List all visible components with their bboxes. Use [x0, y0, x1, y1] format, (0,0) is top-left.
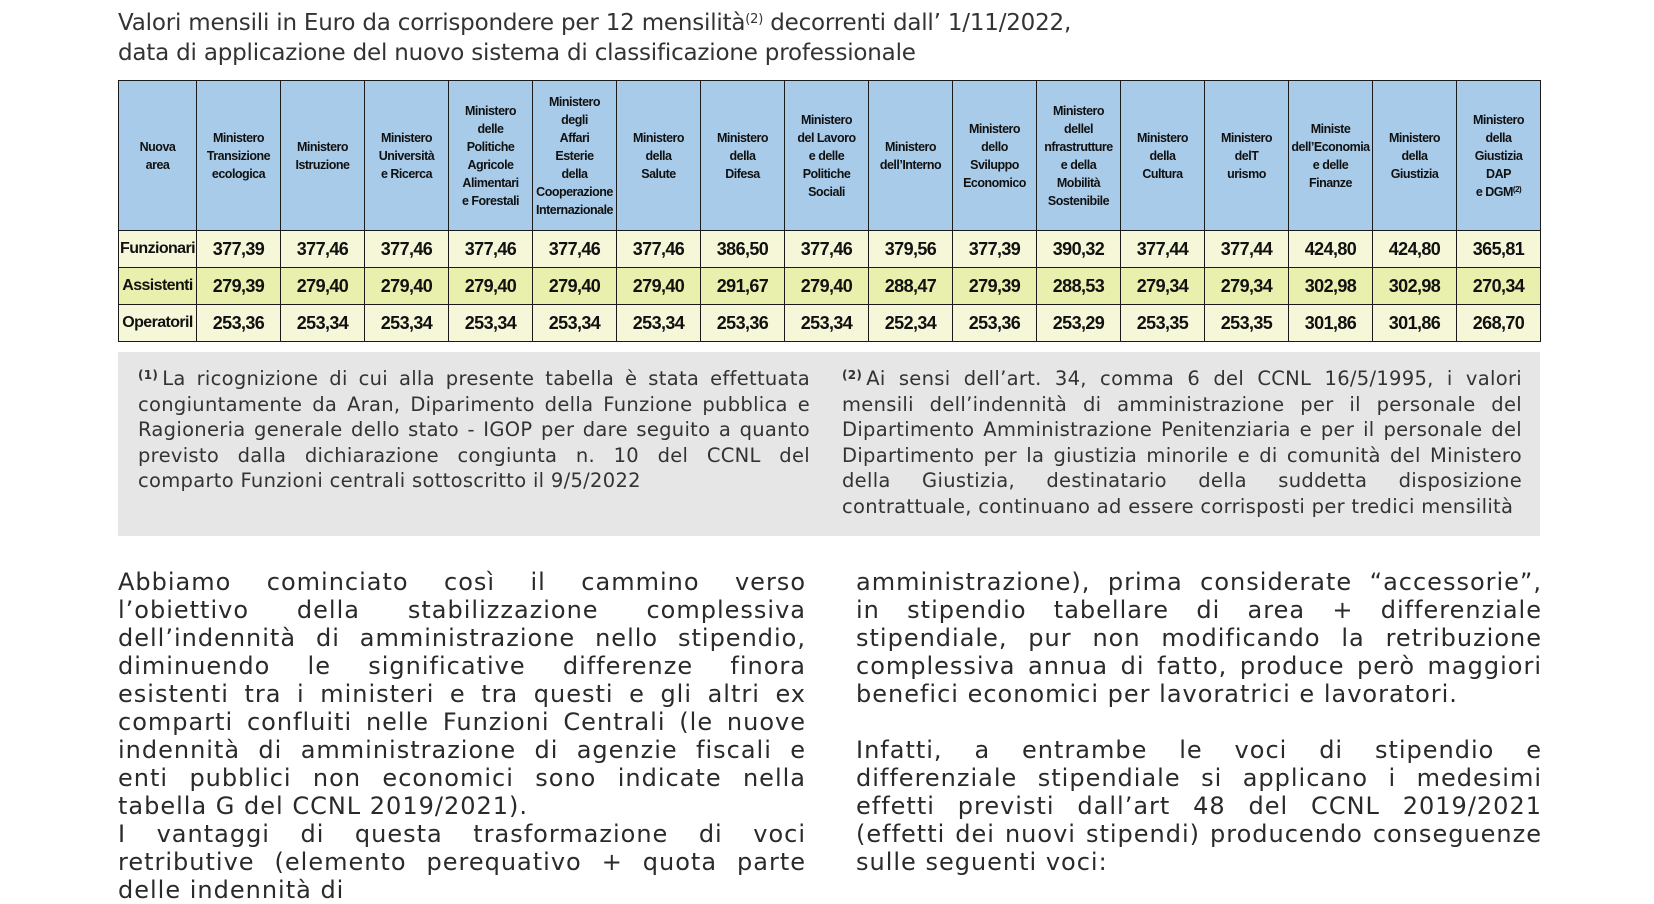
table-cell-value: 379,56	[869, 231, 953, 268]
table-cell-value: 302,98	[1373, 268, 1457, 305]
header-ministry	[701, 81, 785, 231]
table-cell-value: 301,86	[1373, 305, 1457, 342]
body-column-right	[856, 568, 1542, 876]
caption-text: Valori mensili in Euro da corrispondere per 12 mensilità	[118, 10, 746, 36]
header-ministry	[1121, 81, 1205, 231]
footnote-2-mark: (2)	[842, 368, 863, 382]
table-cell-value: 253,36	[701, 305, 785, 342]
table-cell-value: 288,53	[1037, 268, 1121, 305]
header-ministry-label: Ministero degli Affari Esterie della Cooperazione Internazionale	[535, 94, 614, 217]
footnote-2-text: Ai sensi dell’art. 34, comma 6 del CCNL 16/5/1995, i valori mensili dell’indennità di amministrazione per il personale del Dipartimento Amministrazione Penitenziaria e per il personale del Dipartimento per la giustizia minorile e di comunità del Ministero della Giustizia, destinatario della suddetta disposizione contrattuale, continuano ad essere corrisposti per tredici mensilità	[842, 367, 1522, 518]
table-cell-value: 279,34	[1121, 268, 1205, 305]
table-cell-value: 377,46	[449, 231, 533, 268]
footnote-1-mark: (1)	[138, 368, 159, 382]
table-cell-value: 253,34	[365, 305, 449, 342]
table-row	[119, 305, 1541, 342]
table-cell-value: 253,34	[617, 305, 701, 342]
header-ministry-label: Ministero Istruzione	[295, 139, 350, 172]
caption-footnote-ref: (2)	[745, 12, 764, 27]
header-ministry-label: Ministero della Cultura	[1136, 130, 1189, 181]
table-cell-value: 301,86	[1289, 305, 1373, 342]
row-area-label: Assistenti	[119, 268, 197, 305]
table-cell-value: 268,70	[1457, 305, 1541, 342]
row-area-label: Funzionari	[119, 231, 197, 268]
table-cell-value: 279,40	[617, 268, 701, 305]
header-ministry	[1205, 81, 1289, 231]
table-cell-value: 424,80	[1289, 231, 1373, 268]
header-ministry	[1037, 81, 1121, 231]
header-ministry-label: Ministero dell’Interno	[879, 139, 942, 172]
table-cell-value: 279,40	[785, 268, 869, 305]
caption-line-2: data di applicazione del nuovo sistema di classificazione professionale	[118, 40, 916, 66]
header-ministry	[281, 81, 365, 231]
table-cell-value: 377,46	[617, 231, 701, 268]
table-cell-value: 377,46	[365, 231, 449, 268]
table-cell-value: 365,81	[1457, 231, 1541, 268]
table-cell-value: 253,35	[1205, 305, 1289, 342]
header-ministry-label: Ministe dell’Economia e delle Finanze	[1291, 121, 1370, 190]
body-paragraph: amministrazione), prima considerate “accessorie”, in stipendio tabellare di area + differenziale stipendiale, pur non modificando la retribuzione complessiva annua di fatto, produce però maggiori benefici economici per lavoratrici e lavoratori.	[856, 568, 1542, 708]
table-cell-value: 377,44	[1121, 231, 1205, 268]
header-ministry-label: Ministero Transizione ecologica	[206, 130, 271, 181]
table-cell-value: 377,46	[785, 231, 869, 268]
caption-line-1	[118, 8, 1538, 38]
body-paragraph: I vantaggi di questa trasformazione di voci retributive (elemento perequativo + quota parte delle indennità di	[118, 820, 806, 904]
footnote-1-text: La ricognizione di cui alla presente tabella è stata effettuata congiuntamente da Aran, Diparimento della Funzione pubblica e Ragioneria generale dello stato - IGOP per dare seguito a quanto previsto dalla dichiarazione congiunta n. 10 del CCNL del comparto Funzioni centrali sottoscritto il 9/5/2022	[138, 367, 810, 492]
table-cell-value: 288,47	[869, 268, 953, 305]
header-ministry-label: Ministero Università e Ricerca	[378, 130, 435, 181]
header-ministry	[1457, 81, 1541, 231]
header-ministry-label: Ministero dellel nfrastrutture e della Mobilità Sostenibile	[1044, 103, 1113, 208]
table-cell-value: 377,44	[1205, 231, 1289, 268]
table-body	[119, 231, 1541, 342]
table-row	[119, 268, 1541, 305]
table-caption	[118, 8, 1538, 68]
table-cell-value: 253,34	[281, 305, 365, 342]
header-ministry-label: Ministero della Salute	[632, 130, 685, 181]
row-area-label: Operatoril	[119, 305, 197, 342]
table-cell-value: 253,34	[449, 305, 533, 342]
header-ministry-label: Ministero della Giustizia	[1388, 130, 1441, 181]
body-paragraph: Abbiamo cominciato così il cammino verso l’obiettivo della stabilizzazione complessiva dell’indennità di amministrazione nello stipendio, diminuendo le significative differenze finora esistenti tra i ministeri e tra questi e gli altri ex comparti confluiti nelle Funzioni Centrali (le nuove indennità di amministrazione di agenzie fiscali e enti pubblici non economici sono indicate nella tabella G del CCNL 2019/2021).	[118, 568, 806, 820]
footnote-1	[138, 366, 810, 494]
table-cell-value: 253,34	[785, 305, 869, 342]
table-cell-value: 377,46	[281, 231, 365, 268]
table-cell-value: 386,50	[701, 231, 785, 268]
body-paragraph: Infatti, a entrambe le voci di stipendio e differenziale stipendiale si applicano i medesimi effetti previsti dall’art 48 del CCNL 2019/2021 (effetti dei nuovi stipendi) producendo conseguenze sulle seguenti voci:	[856, 736, 1542, 876]
table-cell-value: 253,35	[1121, 305, 1205, 342]
header-ministry-label: Ministero delle Politiche Agricole Alimentari e Forestali	[461, 103, 520, 208]
table-cell-value: 279,40	[281, 268, 365, 305]
table-cell-value: 279,34	[1205, 268, 1289, 305]
table-cell-value: 279,40	[449, 268, 533, 305]
table-cell-value: 377,39	[953, 231, 1037, 268]
indemnity-table	[118, 80, 1541, 342]
table-cell-value: 270,34	[1457, 268, 1541, 305]
table-cell-value: 253,36	[953, 305, 1037, 342]
header-ministry	[617, 81, 701, 231]
table-cell-value: 253,34	[533, 305, 617, 342]
header-nuova-area: Nuova area	[119, 81, 197, 231]
table-cell-value: 377,39	[197, 231, 281, 268]
table-cell-value: 279,40	[533, 268, 617, 305]
table-row	[119, 231, 1541, 268]
footnotes-box	[118, 352, 1540, 536]
header-ministry	[953, 81, 1037, 231]
table-cell-value: 424,80	[1373, 231, 1457, 268]
header-ministry-label: Ministero del Lavoro e delle Politiche Sociali	[797, 112, 856, 199]
header-ministry	[197, 81, 281, 231]
footnote-2	[842, 366, 1522, 519]
header-ministry	[365, 81, 449, 231]
header-ministry	[1373, 81, 1457, 231]
table-cell-value: 291,67	[701, 268, 785, 305]
header-ministry-label: Ministero della Difesa	[716, 130, 769, 181]
caption-text-end: decorrenti dall’ 1/11/2022,	[763, 10, 1072, 36]
table-cell-value: 279,39	[197, 268, 281, 305]
table-cell-value: 302,98	[1289, 268, 1373, 305]
header-ministry-label: Ministero della Giustizia DAP e DGM	[1472, 112, 1525, 199]
header-ministry	[533, 81, 617, 231]
header-ministry	[869, 81, 953, 231]
table-cell-value: 279,40	[365, 268, 449, 305]
table-cell-value: 253,29	[1037, 305, 1121, 342]
header-ministry-label: Ministero delT urismo	[1220, 130, 1273, 181]
table-cell-value: 390,32	[1037, 231, 1121, 268]
header-ministry	[785, 81, 869, 231]
table-cell-value: 252,34	[869, 305, 953, 342]
header-footnote-ref: (2)	[1512, 184, 1522, 194]
table-cell-value: 253,36	[197, 305, 281, 342]
header-ministry-label: Ministero dello Sviluppo Economico	[963, 121, 1026, 190]
table-cell-value: 279,39	[953, 268, 1037, 305]
table-header-row	[119, 81, 1541, 231]
table-cell-value: 377,46	[533, 231, 617, 268]
header-ministry	[1289, 81, 1373, 231]
header-ministry	[449, 81, 533, 231]
